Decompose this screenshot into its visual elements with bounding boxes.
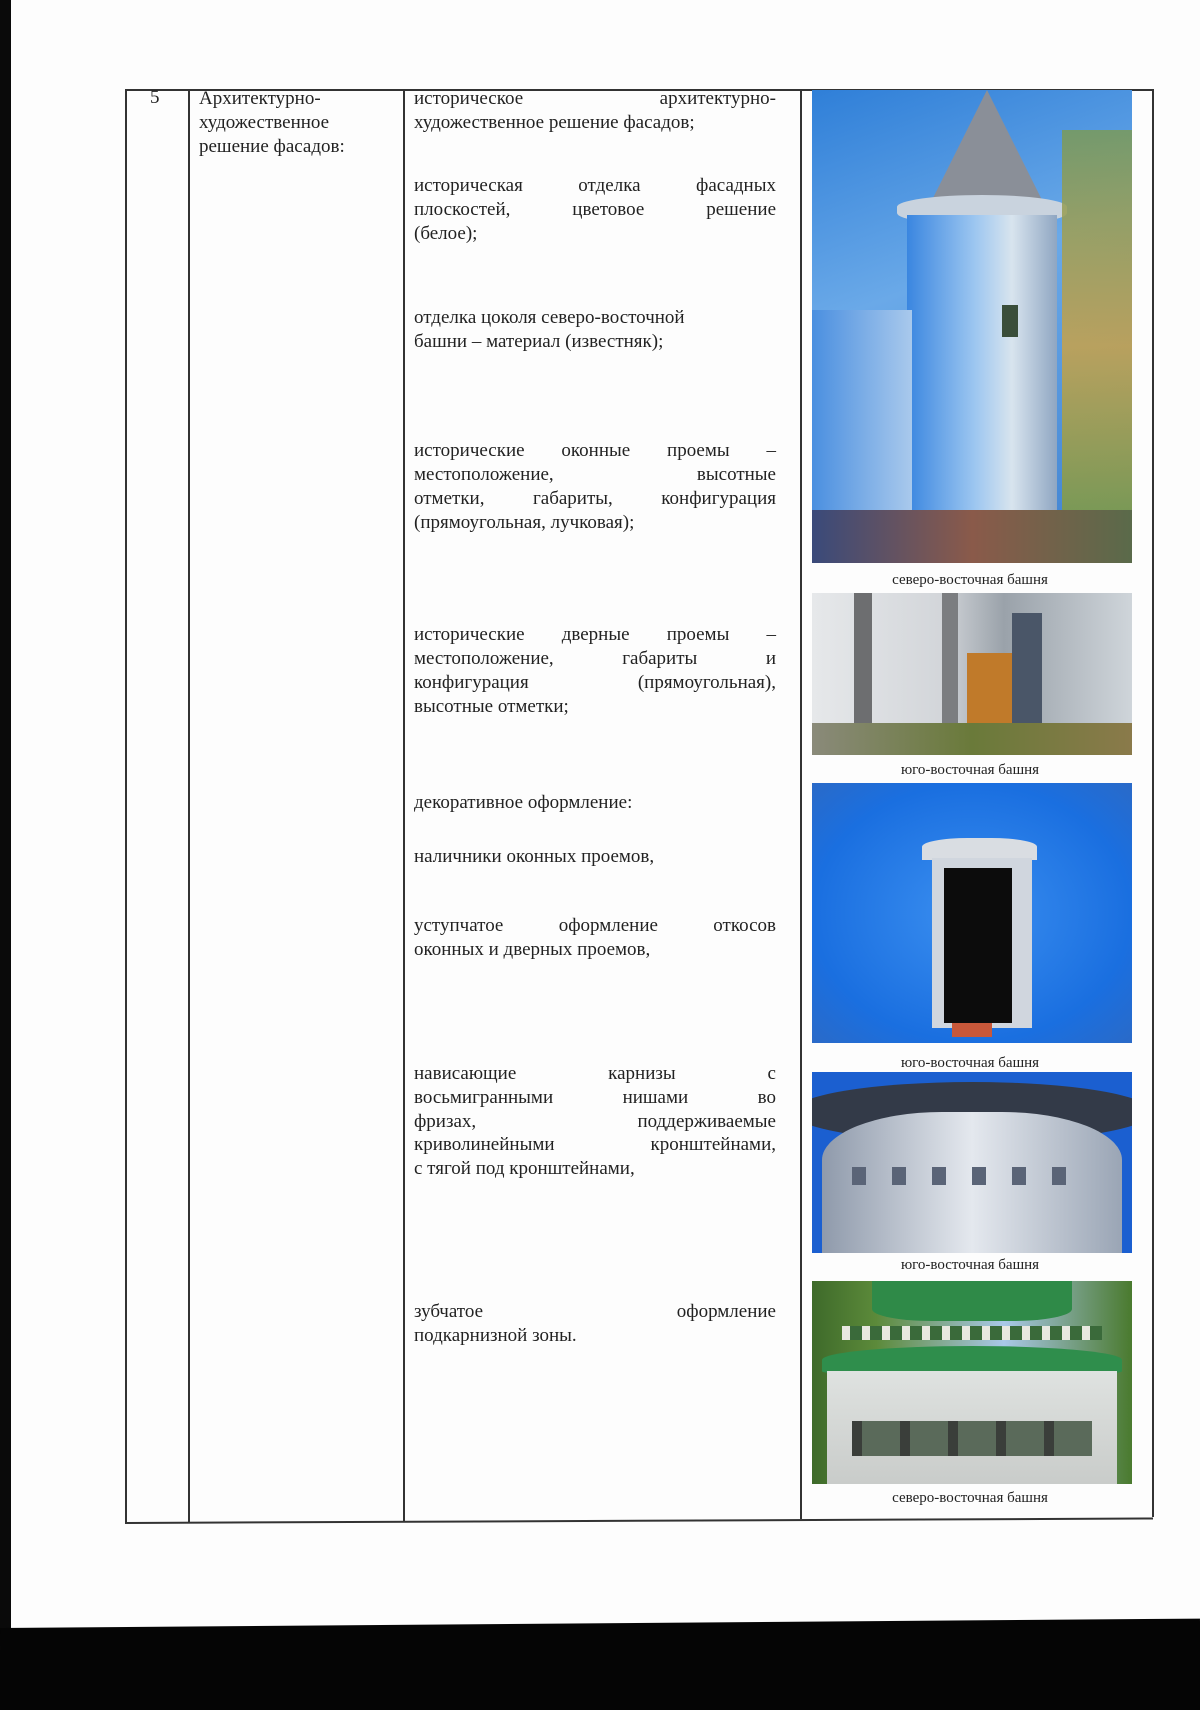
item-line: подкарнизной зоны. <box>414 1325 577 1346</box>
item-line: (белое); <box>414 223 478 244</box>
table-border-left <box>125 89 127 1523</box>
photo-southeast-tower-door <box>812 593 1132 755</box>
scan-edge-bottom-fill <box>0 1650 1200 1710</box>
item-line: зубчатое оформление <box>414 1301 776 1322</box>
item-line: нависающие карнизы с <box>414 1063 776 1084</box>
item-line: восьмигранными нишами во <box>414 1087 776 1108</box>
item-line: криволинейными кронштейнами, <box>414 1134 776 1155</box>
photo-caption: юго-восточная башня <box>900 1055 1040 1071</box>
item-decor-heading: декоративное оформление: <box>414 792 633 813</box>
item-line: отметки, габариты, конфигурация <box>414 488 776 509</box>
item-line: уступчатое оформление откосов <box>414 915 776 936</box>
table-col-divider-2 <box>403 89 405 1522</box>
item-line: с тягой под кронштейнами, <box>414 1158 635 1179</box>
item-line: историческое архитектурно- <box>414 88 776 109</box>
item-line: высотные отметки; <box>414 696 569 717</box>
item-line: (прямоугольная, лучковая); <box>414 512 635 533</box>
row-title-line: решение фасадов: <box>199 136 345 157</box>
item-line: конфигурация (прямоугольная), <box>414 672 776 693</box>
photo-southeast-tower-cornice <box>812 1072 1132 1253</box>
table-col-divider-3 <box>800 89 802 1519</box>
item-line: башни – материал (известняк); <box>414 331 664 352</box>
item-line: фризах, поддерживаемые <box>414 1111 776 1132</box>
row-title-line: художественное <box>199 112 330 133</box>
table-border-bottom <box>125 1518 1153 1524</box>
item-line: исторические дверные проемы – <box>414 624 776 645</box>
item-line: художественное решение фасадов; <box>414 112 695 133</box>
item-window-surrounds: наличники оконных проемов, <box>414 846 655 867</box>
item-line: отделка цоколя северо-восточной <box>414 307 685 328</box>
table-border-right <box>1152 89 1154 1517</box>
item-line: историческая отделка фасадных <box>414 175 776 196</box>
item-line: оконных и дверных проемов, <box>414 939 651 960</box>
photo-northeast-tower <box>812 90 1132 563</box>
photo-southeast-tower-window <box>812 783 1132 1043</box>
row-number: 5 <box>150 87 160 108</box>
row-title-line: Архитектурно- <box>199 88 321 109</box>
item-line: местоположение, габариты и <box>414 648 776 669</box>
item-line: исторические оконные проемы – <box>414 440 776 461</box>
table-col-divider-1 <box>188 89 190 1523</box>
item-line: плоскостей, цветовое решение <box>414 199 776 220</box>
photo-caption: северо-восточная башня <box>892 572 1048 588</box>
photo-caption: северо-восточная башня <box>892 1490 1048 1506</box>
photo-caption: юго-восточная башня <box>900 762 1040 778</box>
item-line: местоположение, высотные <box>414 464 776 485</box>
scan-edge-left <box>0 0 11 1696</box>
photo-northeast-tower-cornice <box>812 1281 1132 1484</box>
photo-caption: юго-восточная башня <box>900 1257 1040 1273</box>
